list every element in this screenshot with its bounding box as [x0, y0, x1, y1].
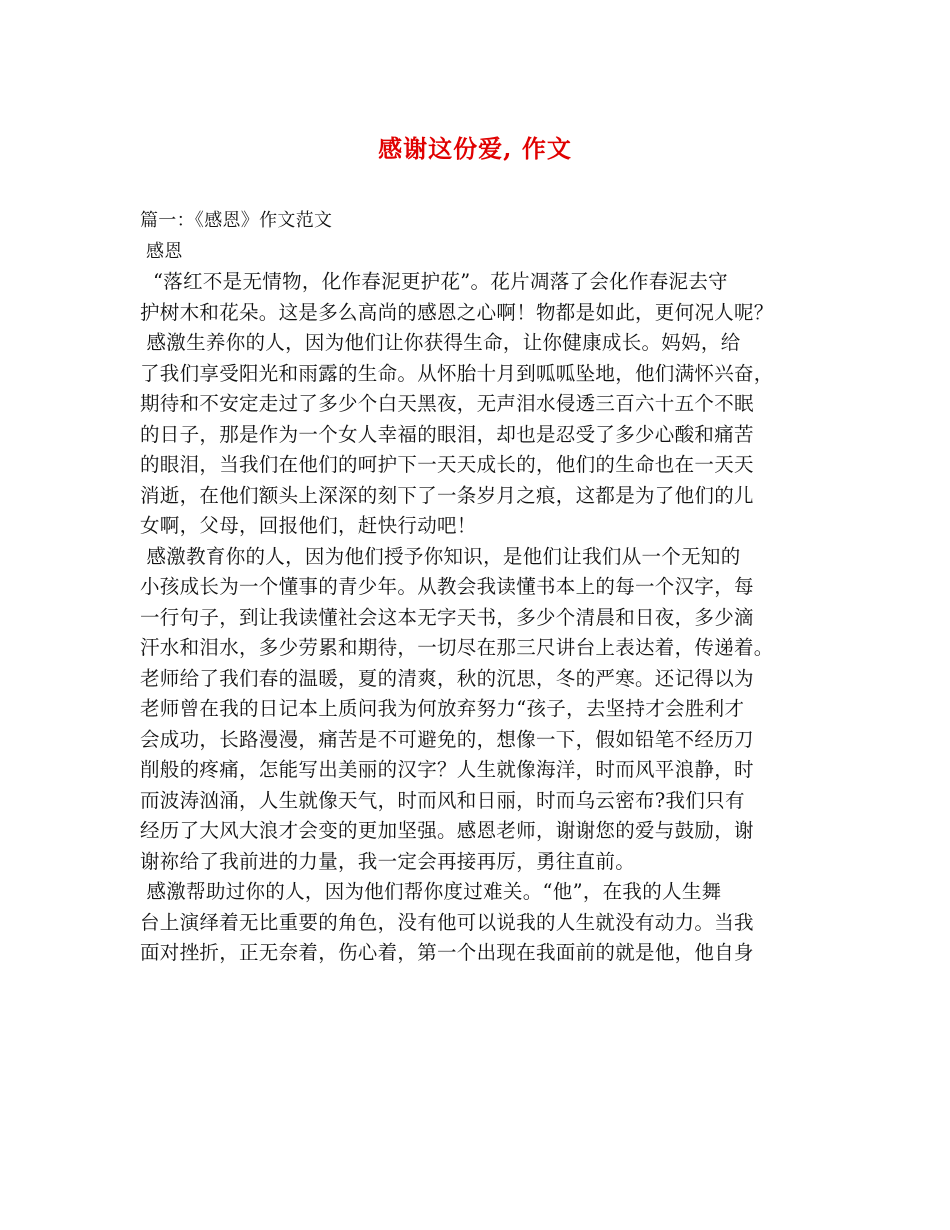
text-line: 老师曾在我的日记本上质问我为何放弃努力“孩子，去坚持才会胜利才	[140, 697, 745, 720]
text-line: 女啊，父母，回报他们，赶快行动吧！	[140, 514, 477, 537]
text-line: 护树木和花朵。这是多么高尚的感恩之心啊！物都是如此，更何况人呢？	[140, 300, 774, 324]
text-line: 感激帮助过你的人，因为他们帮你度过难关。“他”，在我的人生舞	[140, 880, 722, 903]
text-line: 会成功，长路漫漫，痛苦是不可避免的，想像一下，假如铅笔不经历刀	[140, 727, 754, 751]
section-heading: 篇一：《感恩》作文范文	[140, 210, 333, 231]
text-line: 而波涛汹涌，人生就像天气，时而风和日丽，时而乌云密布?我们只有	[140, 788, 745, 812]
text-line: 期待和不安定走过了多少个白天黑夜，无声泪水侵透三百六十五个不眠	[140, 392, 754, 415]
text-line: 面对挫折，正无奈着，伤心着，第一个出现在我面前的就是他，他自身	[140, 941, 754, 964]
text-line: 了我们享受阳光和雨露的生命。从怀胎十月到呱呱坠地，他们满怀兴奋，	[140, 361, 774, 385]
text-line: “落红不是无情物，化作春泥更护花”。花片凋落了会化作春泥去守	[140, 270, 728, 293]
text-line: 汗水和泪水，多少劳累和期待，一切尽在那三尺讲台上表达着，传递着。	[140, 636, 774, 659]
text-line: 削般的疼痛，怎能写出美丽的汉字？人生就像海洋，时而风平浪静，时	[140, 758, 754, 781]
text-line: 的眼泪，当我们在他们的呵护下一天天成长的，他们的生命也在一天天	[140, 453, 754, 476]
text-line: 消逝，在他们额头上深深的刻下了一条岁月之痕，这都是为了他们的儿	[140, 483, 754, 507]
text-line: 感激生养你的人，因为他们让你获得生命，让你健康成长。妈妈，给	[140, 331, 741, 354]
text-line: 经历了大风大浪才会变的更加坚强。感恩老师，谢谢您的爱与鼓励，谢	[140, 819, 754, 842]
text-line: 台上演绎着无比重要的角色，没有他可以说我的人生就没有动力。当我	[140, 910, 754, 934]
document-title: 感谢这份爱, 作文	[378, 134, 572, 163]
text-line: 老师给了我们春的温暖，夏的清爽，秋的沉思，冬的严寒。还记得以为	[140, 666, 754, 690]
text-line: 的日子，那是作为一个女人幸福的眼泪，却也是忍受了多少心酸和痛苦	[140, 422, 754, 446]
document-body	[140, 206, 816, 969]
text-line: 感激教育你的人，因为他们授予你知识，是他们让我们从一个无知的	[140, 544, 741, 568]
text-line: 谢祢给了我前进的力量，我一定会再接再厉，勇往直前。	[140, 849, 636, 873]
text-line: 小孩成长为一个懂事的青少年。从教会我读懂书本上的每一个汉字，每	[140, 575, 754, 598]
text-line: 一行句子，到让我读懂社会这本无字天书，多少个清晨和日夜，多少滴	[140, 605, 754, 629]
essay-subtitle: 感恩	[140, 240, 183, 262]
